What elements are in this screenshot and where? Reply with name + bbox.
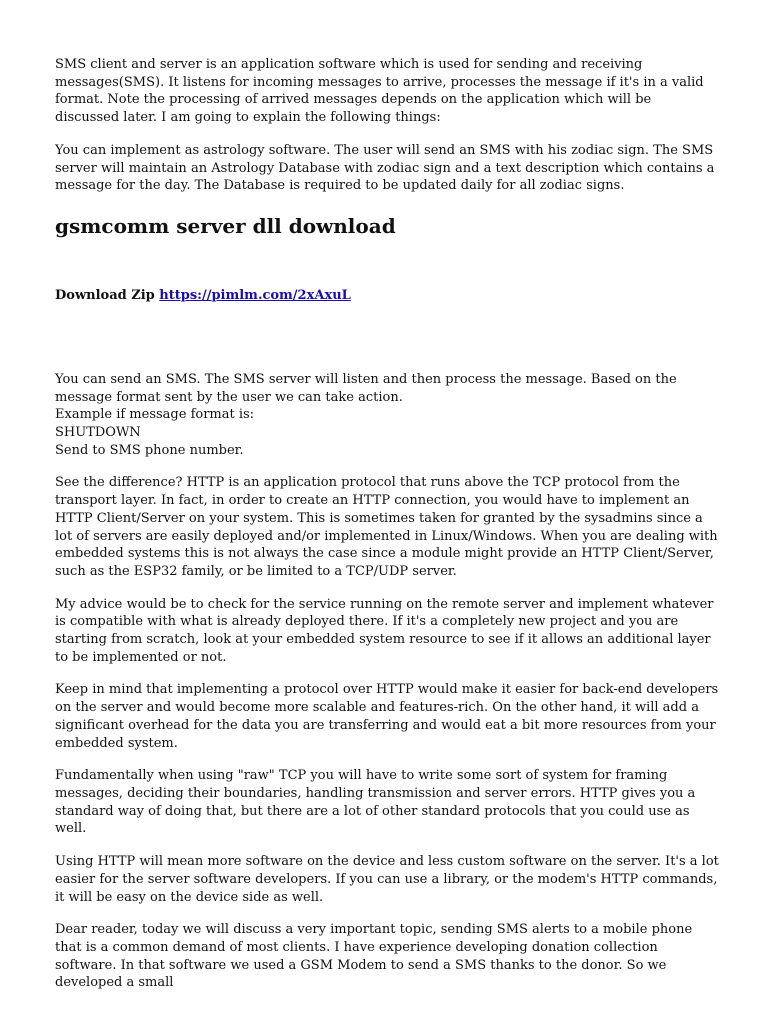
example-line-3: SHUTDOWN: [55, 425, 141, 441]
intro-paragraph-2: You can implement as astrology software. The user will send an SMS with his zodiac sign. The SMS server will maintain an Astrology Database with zodiac sign and a text description which contains a message for the day. The Database is required to be updated daily for all zodiac signs.: [55, 142, 715, 194]
download-link[interactable]: https://pimlm.com/2xAxuL: [159, 287, 351, 303]
spacer: [55, 305, 716, 371]
body-paragraph-2: My advice would be to check for the service running on the remote server and implement whatever is compatible with what is already deployed there. If it's a completely new project and you are starting from scratch, look at your embedded system resource to see if it allows an additional layer to be implemented or not.: [55, 596, 714, 665]
download-line: [55, 287, 716, 305]
body-paragraph-5: Using HTTP will mean more software on the device and less custom software on the server. It's a lot easier for the server software developers. If you can use a library, or the modem's HTTP commands, it will be easy on the device side as well.: [55, 854, 719, 905]
example-line-1: You can send an SMS. The SMS server will listen and then process the message. Based on the message format sent by the user we can take action.: [55, 371, 677, 405]
body-paragraph-4: Fundamentally when using "raw" TCP you will have to write some sort of system for framing messages, deciding their boundaries, handling transmission and server errors. HTTP gives you a standard way of doing that, but there are a lot of other standard protocols that you could use as well.: [55, 768, 696, 837]
page-title: gsmcomm server dll download: [55, 213, 396, 238]
body-paragraph-3: Keep in mind that implementing a protocol over HTTP would make it easier for back-end developers on the server and would become more scalable and features-rich. On the other hand, it will add a significant overhead for the data you are transferring and would eat a bit more resources from your embedded system.: [55, 682, 719, 751]
intro-paragraph-1: SMS client and server is an application software which is used for sending and receiving messages(SMS). It listens for incoming messages to arrive, processes the message if it's in a valid format. Note the processing of arrived messages depends on the application which will be discussed later. I am going to explain the following things:: [55, 57, 704, 126]
example-line-2: Example if message format is:: [55, 407, 255, 423]
example-paragraph: [55, 371, 719, 460]
body-paragraph-1: See the difference? HTTP is an application protocol that runs above the TCP protocol from the transport layer. In fact, in order to create an HTTP connection, you would have to implement an HTTP Client/Server on your system. This is sometimes taken for granted by the sysadmins since a lot of servers are easily deployed and/or implemented in Linux/Windows. When you are dealing with embedded systems this is not always the case since a module might provide an HTTP Client/Server, such as the ESP32 family, or be limited to a TCP/UDP server.: [55, 475, 718, 579]
body-paragraph-6: Dear reader, today we will discuss a very important topic, sending SMS alerts to a mobile phone that is a common demand of most clients. I have experience developing donation collection software. In that software we used a GSM Modem to send a SMS thanks to the donor. So we developed a small: [55, 922, 693, 991]
download-label: Download Zip: [55, 287, 155, 303]
example-line-4: Send to SMS phone number.: [55, 442, 244, 458]
